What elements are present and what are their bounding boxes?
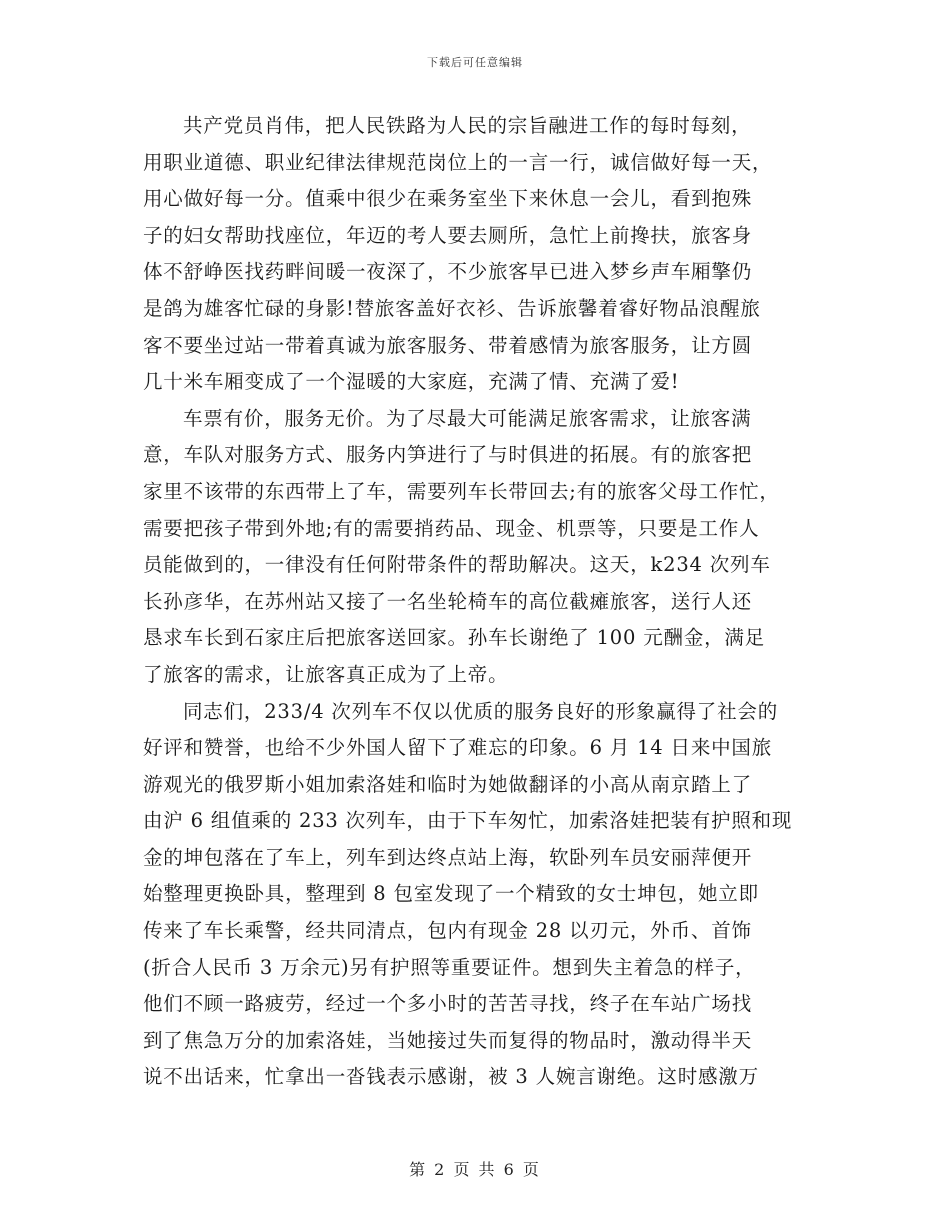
paragraph-3 <box>143 694 813 1097</box>
text-line: 长孙彦华，在苏州站又接了一名坐轮椅车的高位截瘫旅客，送行人还 <box>143 589 753 613</box>
text-line: 游观光的俄罗斯小姐加索洛娃和临时为她做翻译的小高从南京踏上了 <box>143 772 753 796</box>
text-line: 好评和赞誉，也给不少外国人留下了难忘的印象。6 月 14 日来中国旅 <box>143 736 773 760</box>
text-line: 车票有价，服务无价。为了尽最大可能满足旅客需求，让旅客满 <box>183 406 752 430</box>
text-line: 金的坤包落在了车上，列车到达终点站上海，软卧列车员安丽萍便开 <box>143 845 753 869</box>
text-line: 用心做好每一分。值乘中很少在乘务室坐下来休息一会儿，看到抱殊 <box>143 187 753 211</box>
page-header: 下载后可任意编辑 <box>427 56 523 69</box>
text-line: 始整理更换卧具，整理到 8 包室发现了一个精致的女士坤包，她立即 <box>143 882 759 906</box>
text-line: 到了焦急万分的加索洛娃，当她接过失而复得的物品时，激动得半天 <box>143 1028 753 1052</box>
text-line: 说不出话来，忙拿出一沓钱表示感谢，被 3 人婉言谢绝。这时感激万 <box>143 1065 759 1089</box>
text-line: 他们不顾一路疲劳，经过一个多小时的苦苦寻找，终子在车站广场找 <box>143 992 753 1016</box>
text-line: 传来了车长乘警，经共同清点，包内有现金 28 以刃元，外币、首饰 <box>143 919 752 943</box>
page-footer: 第 2 页 共 6 页 <box>409 1160 541 1179</box>
text-line: 员能做到的，一律没有任何附带条件的帮助解决。这天，k234 次列车 <box>143 553 771 577</box>
text-line: 需要把孩子带到外地;有的需要捎药品、现金、机票等，只要是工作人 <box>143 516 760 540</box>
text-line: 客不要坐过站一带着真诚为旅客服务、带着感情为旅客服务，让方圆 <box>143 333 753 357</box>
text-line: 同志们，233/4 次列车不仅以优质的服务良好的形象赢得了社会的 <box>183 699 778 723</box>
text-line: 是鸽为雄客忙碌的身影!替旅客盖好衣衫、告诉旅馨着睿好物品浪醒旅 <box>143 296 761 320</box>
text-line: 体不舒峥医找药畔间暖一夜深了，不少旅客早已进入梦乡声车厢擎仍 <box>143 260 753 284</box>
text-line: 家里不该带的东西带上了车，需要列车长带回去;有的旅客父母工作忙， <box>143 479 780 503</box>
text-line: 几十米车厢变成了一个湿暖的大家庭，充满了情、充满了爱! <box>143 370 680 394</box>
text-line: 意，车队对服务方式、服务内笋进行了与时俱进的拓展。有的旅客把 <box>143 443 753 467</box>
paragraph-2 <box>143 401 813 694</box>
text-line: 共产党员肖伟，把人民铁路为人民的宗旨融进工作的每时每刻， <box>183 114 752 137</box>
paragraph-1 <box>143 108 813 401</box>
text-line: 恳求车长到石家庄后把旅客送回家。孙车长谢绝了 100 元酬金，满足 <box>143 626 766 650</box>
text-line: 子的妇女帮助找座位，年迈的考人要去厕所，急忙上前搀扶，旅客身 <box>143 223 753 247</box>
text-line: 了旅客的需求，让旅客真正成为了上帝。 <box>143 662 509 686</box>
text-line: 用职业道德、职业纪律法律规范岗位上的一言一行，诚信做好每一天， <box>143 150 773 174</box>
text-line: (折合人民币 3 万余元)另有护照等重要证件。想到失主着急的样子， <box>143 955 756 979</box>
document-body <box>143 108 813 1096</box>
text-line: 由沪 6 组值乘的 233 次列车，由于下车匆忙，加索洛娃把装有护照和现 <box>143 809 793 833</box>
